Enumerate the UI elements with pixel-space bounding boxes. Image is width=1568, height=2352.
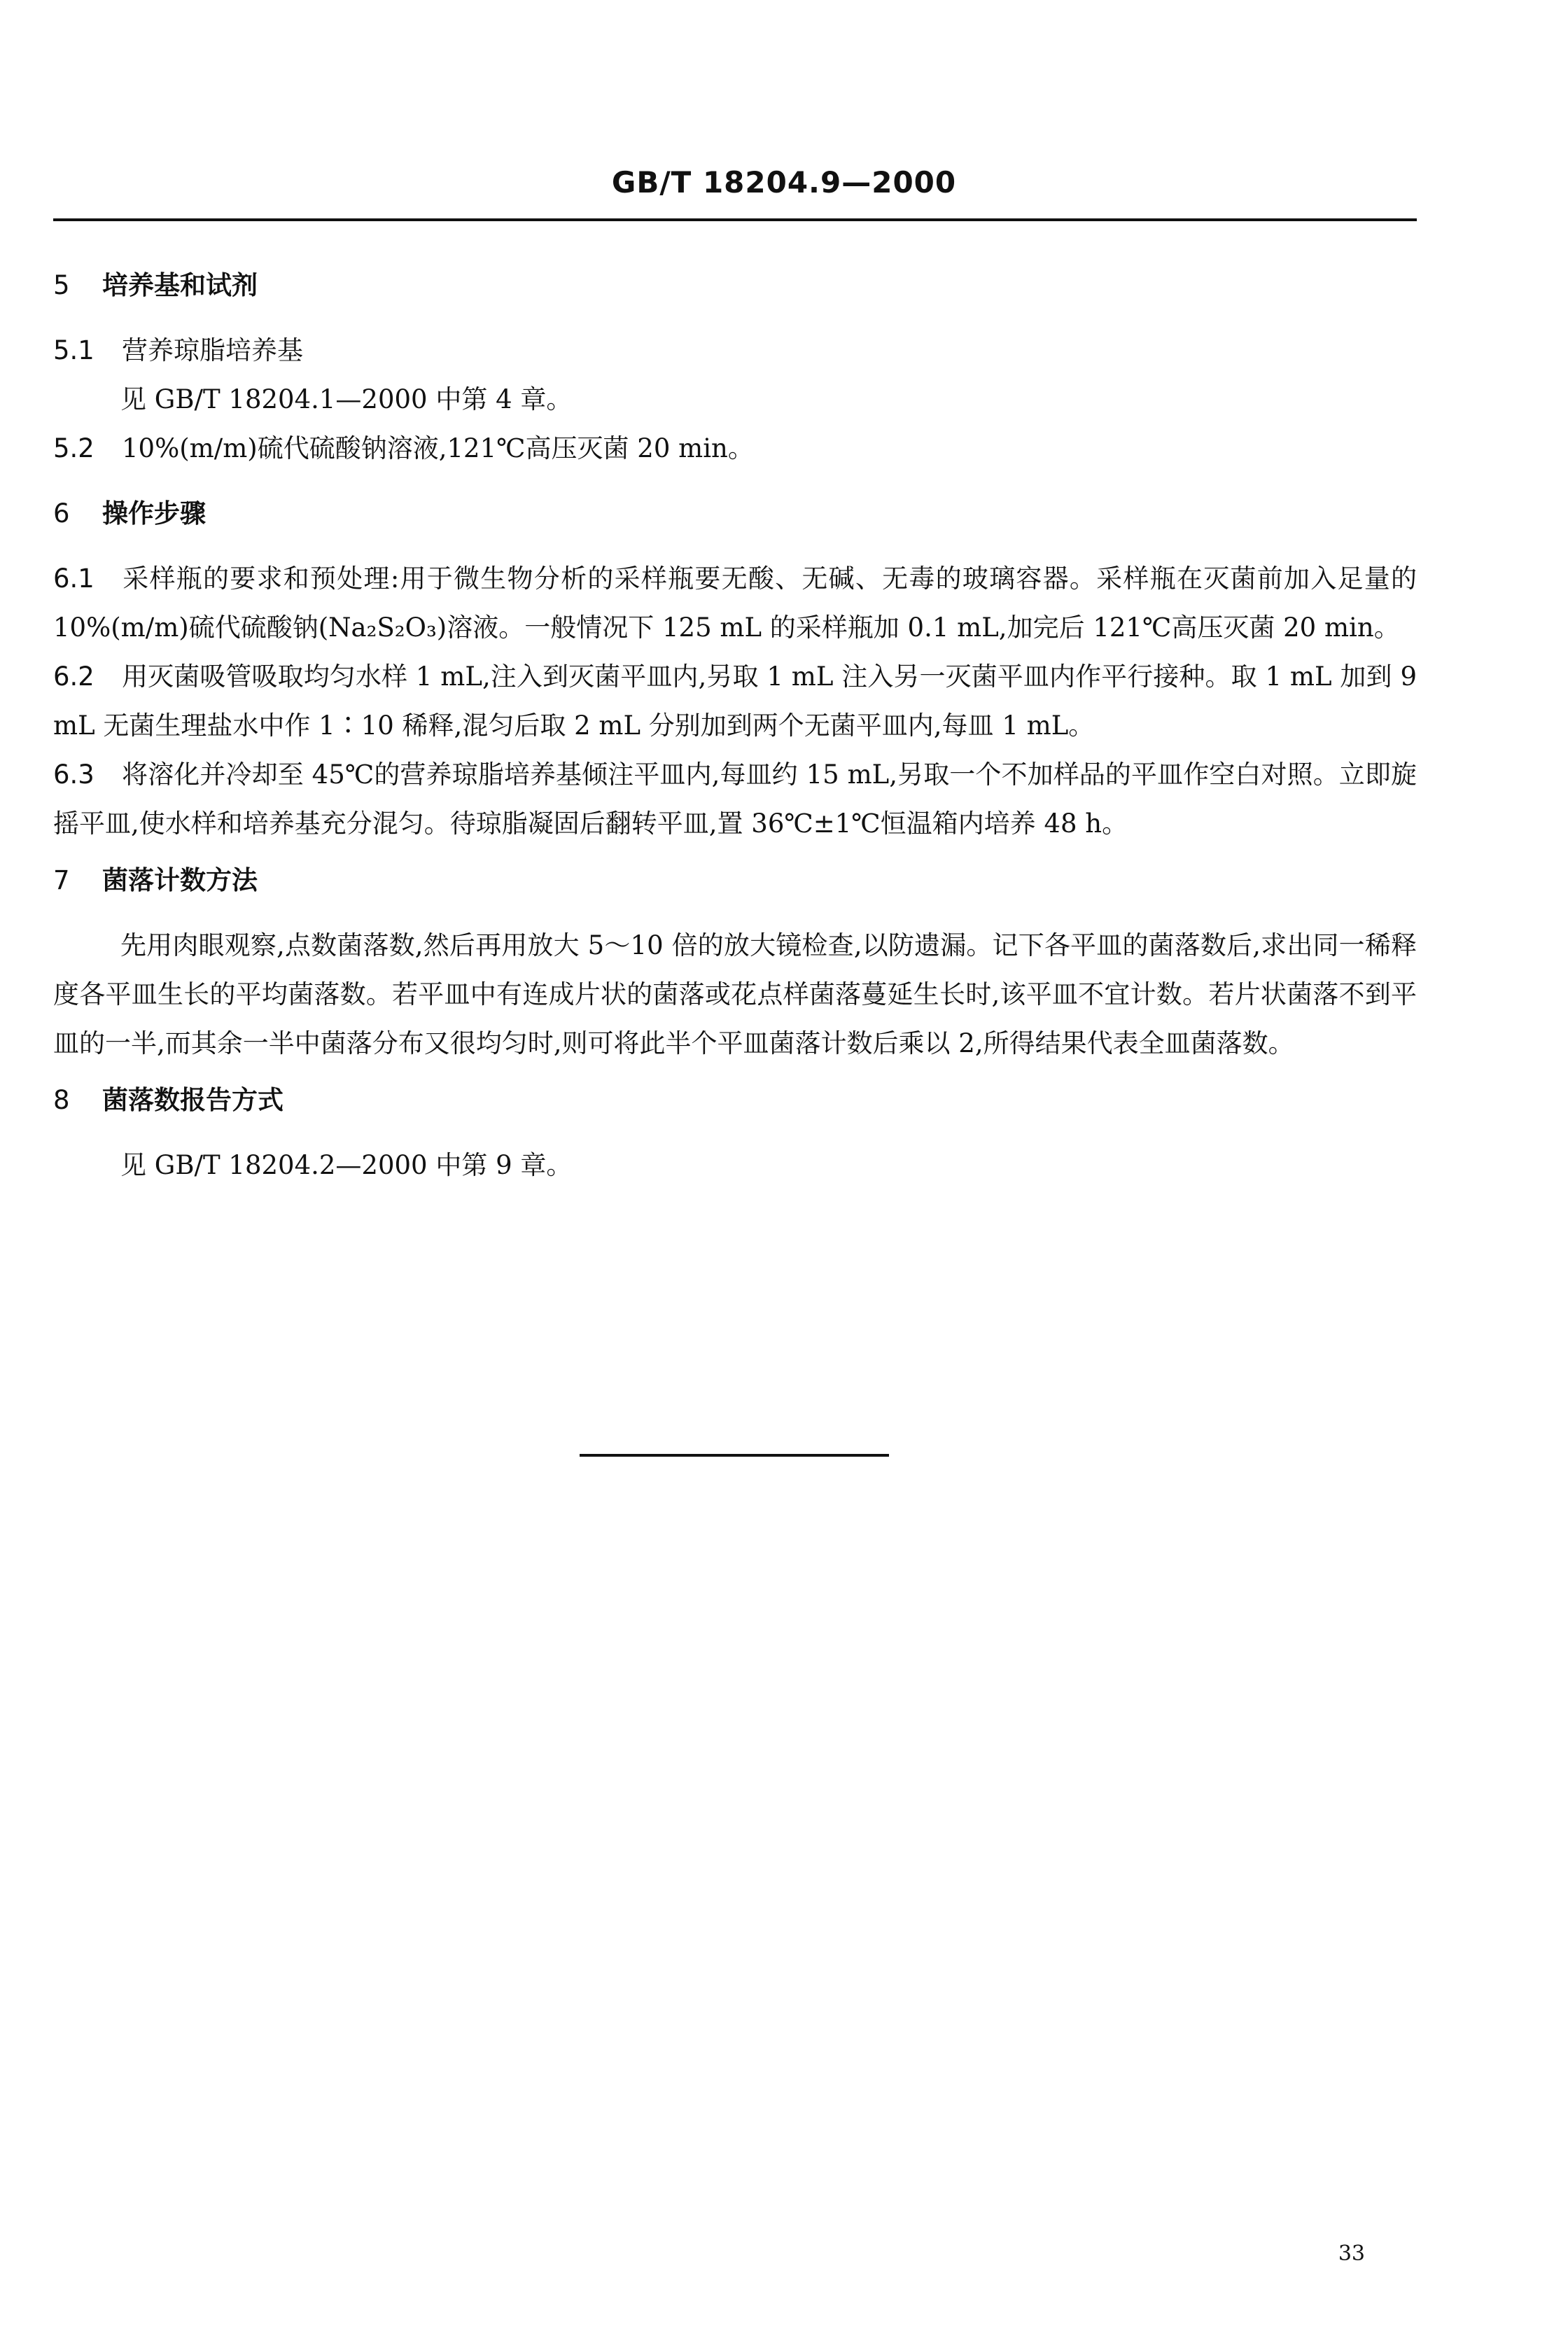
clause-text: 将溶化并冷却至 45℃的营养琼脂培养基倾注平皿内,每皿约 15 mL,另取一个不加样品的平皿作空白对照。立即旋摇平皿,使水样和培养基充分混匀。待琼脂凝固后翻转平皿,置 36℃±1℃恒温箱内培养 48 h。 xyxy=(53,760,1417,839)
clause-number: 6.3 xyxy=(53,760,94,790)
clause-6-3 xyxy=(53,750,1417,848)
clause-number: 6.2 xyxy=(53,662,94,692)
section-5-heading xyxy=(53,266,1417,305)
section-8-text: 见 GB/T 18204.2—2000 中第 9 章。 xyxy=(120,1150,573,1180)
clause-5-2 xyxy=(53,424,1417,473)
clause-title: 营养琼脂培养基 xyxy=(122,335,303,365)
standard-number-header: GB/T 18204.9—2000 xyxy=(611,165,957,200)
clause-number: 5.1 xyxy=(53,335,94,365)
section-7-heading xyxy=(53,861,1417,900)
clause-6-2 xyxy=(53,652,1417,750)
clause-5-1-text: 见 GB/T 18204.1—2000 中第 4 章。 xyxy=(120,384,573,414)
end-of-standard-rule xyxy=(580,1454,889,1457)
clause-5-1 xyxy=(53,326,1417,375)
document-body xyxy=(53,266,1417,1190)
section-8-heading xyxy=(53,1081,1417,1120)
clause-number: 6.1 xyxy=(53,564,94,594)
section-6-heading xyxy=(53,494,1417,533)
clause-number: 5.2 xyxy=(53,433,94,463)
section-title: 菌落数报告方式 xyxy=(102,1085,284,1115)
section-number: 5 xyxy=(53,270,70,300)
clause-text: 用灭菌吸管吸取均匀水样 1 mL,注入到灭菌平皿内,另取 1 mL 注入另一灭菌平皿内作平行接种。取 1 mL 加到 9 mL 无菌生理盐水中作 1∶10 稀释,混匀后取 2 mL 分别加到两个无菌平皿内,每皿 1 mL。 xyxy=(53,662,1417,741)
section-number: 6 xyxy=(53,498,70,528)
header-rule xyxy=(53,218,1417,221)
section-title: 菌落计数方法 xyxy=(102,865,258,895)
section-number: 7 xyxy=(53,865,70,895)
clause-6-1 xyxy=(53,554,1417,652)
clause-text: 采样瓶的要求和预处理:用于微生物分析的采样瓶要无酸、无碱、无毒的玻璃容器。采样瓶在灭菌前加入足量的 10%(m/m)硫代硫酸钠(Na₂S₂O₃)溶液。一般情况下 125 mL 的采样瓶加 0.1 mL,加完后 121℃高压灭菌 20 min。 xyxy=(53,564,1417,643)
section-number: 8 xyxy=(53,1085,70,1115)
page-number: 33 xyxy=(1338,2241,1365,2266)
section-title: 培养基和试剂 xyxy=(102,270,258,300)
section-7-text: 先用肉眼观察,点数菌落数,然后再用放大 5～10 倍的放大镜检查,以防遗漏。记下各平皿的菌落数后,求出同一稀释度各平皿生长的平均菌落数。若平皿中有连成片状的菌落或花点样菌落蔓延生长时,该平皿不宜计数。若片状菌落不到平皿的一半,而其余一半中菌落分布又很均匀时,则可将此半个平皿菌落计数后乘以 2,所得结果代表全皿菌落数。 xyxy=(53,930,1417,1058)
section-title: 操作步骤 xyxy=(102,498,206,528)
clause-text: 10%(m/m)硫代硫酸钠溶液,121℃高压灭菌 20 min。 xyxy=(122,433,754,463)
